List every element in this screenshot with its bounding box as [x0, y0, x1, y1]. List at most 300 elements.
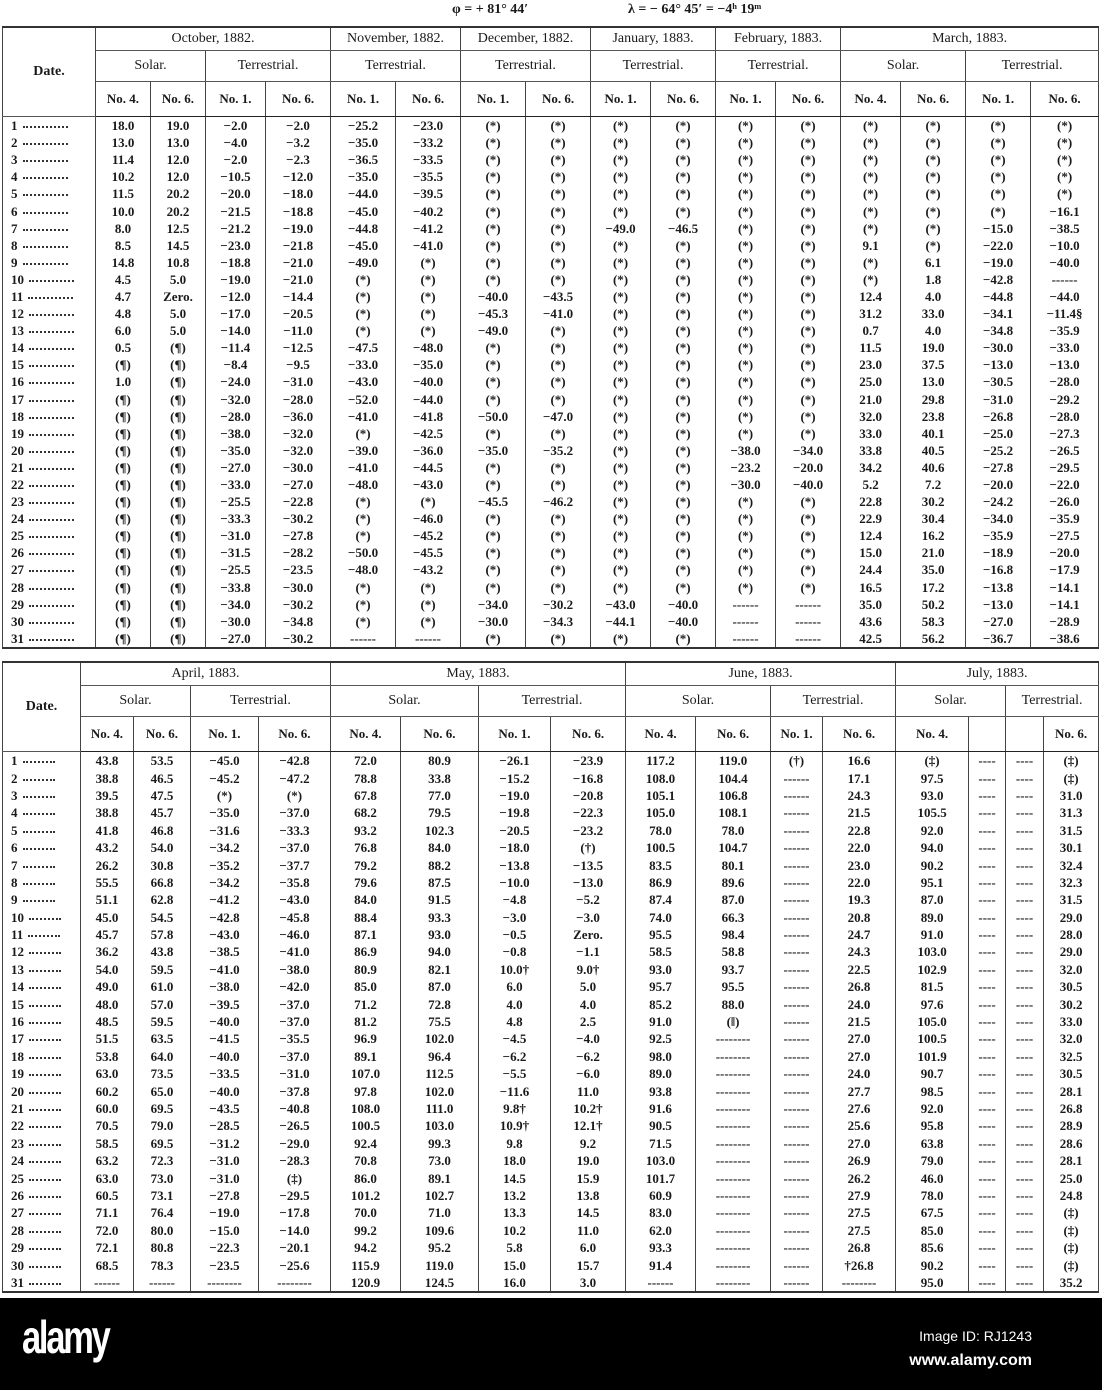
value-cell: −35.9 — [1031, 322, 1099, 339]
value-cell: 19.3 — [823, 891, 896, 908]
value-cell: ---- — [969, 1117, 1006, 1134]
date-cell — [3, 839, 81, 856]
value-cell: (*) — [461, 630, 526, 648]
value-cell: -------- — [259, 1274, 331, 1292]
instrument-header — [969, 717, 1006, 752]
value-cell: 48.0 — [81, 995, 134, 1012]
value-cell: ------ — [396, 630, 461, 648]
table-row — [3, 202, 1099, 219]
value-cell: (*) — [901, 168, 966, 185]
value-cell: ------ — [771, 926, 823, 943]
value-cell: -------- — [696, 1048, 771, 1065]
value-cell: (¶) — [96, 596, 151, 613]
value-cell: −41.2 — [191, 891, 259, 908]
value-cell: (*) — [966, 185, 1031, 202]
date-value: 19 — [11, 425, 24, 441]
value-cell: 56.2 — [901, 630, 966, 648]
value-cell: 17.1 — [823, 769, 896, 786]
value-cell: (*) — [396, 596, 461, 613]
group-header: Solar. — [841, 51, 966, 82]
value-cell: (*) — [901, 220, 966, 237]
value-cell: 23.8 — [901, 408, 966, 425]
value-cell: 4.8 — [96, 305, 151, 322]
value-cell: −45.8 — [259, 909, 331, 926]
value-cell: −33.5 — [191, 1065, 259, 1082]
value-cell: (*) — [526, 391, 591, 408]
value-cell: (*) — [776, 305, 841, 322]
date-value: 20 — [11, 442, 24, 458]
value-cell: 24.3 — [823, 787, 896, 804]
value-cell: ------ — [771, 1013, 823, 1030]
value-cell: (*) — [651, 322, 716, 339]
table-row — [3, 909, 1099, 926]
value-cell: 20.8 — [823, 909, 896, 926]
value-cell: ------ — [771, 822, 823, 839]
date-value: 24 — [11, 1153, 24, 1169]
value-cell: (¶) — [151, 339, 206, 356]
value-cell: −25.6 — [259, 1256, 331, 1273]
value-cell: ------ — [771, 995, 823, 1012]
value-cell: 37.5 — [901, 356, 966, 373]
value-cell: 111.0 — [401, 1100, 479, 1117]
value-cell: −37.0 — [259, 1013, 331, 1030]
value-cell: (*) — [461, 373, 526, 390]
value-cell: 43.8 — [81, 752, 134, 770]
dot-leader — [23, 813, 55, 815]
value-cell: (‡) — [1044, 752, 1099, 770]
value-cell: (*) — [966, 117, 1031, 135]
value-cell: −8.4 — [206, 356, 266, 373]
table-row — [3, 943, 1099, 960]
value-cell: (*) — [331, 425, 396, 442]
value-cell: (*) — [651, 476, 716, 493]
instrument-header — [1006, 717, 1044, 752]
value-cell: −19.0 — [266, 220, 331, 237]
instrument-header: No. 1. — [206, 82, 266, 117]
value-cell: (*) — [591, 476, 651, 493]
value-cell: (¶) — [151, 510, 206, 527]
date-value: 17 — [11, 1031, 24, 1047]
table-row — [3, 1030, 1099, 1047]
value-cell: 54.5 — [134, 909, 191, 926]
table-row — [3, 493, 1099, 510]
value-cell: −43.0 — [259, 891, 331, 908]
value-cell: 32.5 — [1044, 1048, 1099, 1065]
value-cell: 67.5 — [896, 1204, 969, 1221]
value-cell: −52.0 — [331, 391, 396, 408]
value-cell: ---- — [1006, 1100, 1044, 1117]
value-cell: ------ — [771, 769, 823, 786]
value-cell: ------ — [716, 613, 776, 630]
value-cell: 97.8 — [331, 1082, 401, 1099]
value-cell: (*) — [591, 305, 651, 322]
table-row — [3, 237, 1099, 254]
value-cell: −44.8 — [966, 288, 1031, 305]
value-cell: −44.1 — [591, 613, 651, 630]
value-cell: 80.1 — [696, 856, 771, 873]
instrument-header: No. 1. — [191, 717, 259, 752]
value-cell: 20.2 — [151, 202, 206, 219]
value-cell: 58.5 — [626, 943, 696, 960]
value-cell: −24.2 — [966, 493, 1031, 510]
value-cell: (¶) — [151, 425, 206, 442]
value-cell: (*) — [776, 356, 841, 373]
value-cell: 99.2 — [331, 1222, 401, 1239]
value-cell: (*) — [716, 425, 776, 442]
value-cell: 115.9 — [331, 1256, 401, 1273]
value-cell: 81.5 — [896, 978, 969, 995]
value-cell: 6.1 — [901, 254, 966, 271]
value-cell: 12.4 — [841, 288, 901, 305]
value-cell: −27.5 — [1031, 527, 1099, 544]
value-cell: (*) — [396, 254, 461, 271]
table-row — [3, 1117, 1099, 1134]
value-cell: 31.0 — [1044, 787, 1099, 804]
table-row — [3, 1274, 1099, 1292]
month-header: February, 1883. — [716, 27, 841, 51]
value-cell: †26.8 — [823, 1256, 896, 1273]
value-cell: ---- — [1006, 1152, 1044, 1169]
value-cell: ------ — [771, 839, 823, 856]
value-cell: (¶) — [96, 561, 151, 578]
value-cell: −44.5 — [396, 459, 461, 476]
instrument-header: No. 6. — [526, 82, 591, 117]
value-cell: 60.5 — [81, 1187, 134, 1204]
group-header: Solar. — [896, 686, 1006, 717]
value-cell: (*) — [591, 237, 651, 254]
value-cell: (†) — [551, 839, 626, 856]
value-cell: 10.0 — [96, 202, 151, 219]
value-cell: (*) — [776, 254, 841, 271]
value-cell: −40.8 — [259, 1100, 331, 1117]
value-cell: 92.0 — [896, 822, 969, 839]
value-cell: 92.4 — [331, 1135, 401, 1152]
month-header: March, 1883. — [841, 27, 1099, 51]
value-cell: (*) — [526, 202, 591, 219]
value-cell: 45.7 — [81, 926, 134, 943]
value-cell: 15.9 — [551, 1169, 626, 1186]
value-cell: ---- — [1006, 822, 1044, 839]
value-cell: (‡) — [896, 752, 969, 770]
value-cell: 7.2 — [901, 476, 966, 493]
value-cell: ------ — [716, 596, 776, 613]
value-cell: −27.0 — [966, 613, 1031, 630]
value-cell: −27.0 — [266, 476, 331, 493]
date-value: 6 — [11, 840, 18, 856]
table-row — [3, 1256, 1099, 1273]
group-header: Terrestrial. — [331, 51, 461, 82]
value-cell: 119.0 — [401, 1256, 479, 1273]
value-cell: −35.9 — [966, 527, 1031, 544]
date-value: 5 — [11, 186, 18, 202]
value-cell: -------- — [696, 1239, 771, 1256]
value-cell: −15.0 — [966, 220, 1031, 237]
date-cell — [3, 356, 96, 373]
value-cell: ---- — [969, 1274, 1006, 1292]
table-row — [3, 1135, 1099, 1152]
value-cell: 21.0 — [901, 544, 966, 561]
value-cell: 54.0 — [134, 839, 191, 856]
value-cell: (*) — [591, 202, 651, 219]
group-header: Terrestrial. — [591, 51, 716, 82]
value-cell: (*) — [259, 787, 331, 804]
value-cell: (*) — [776, 202, 841, 219]
value-cell: 60.0 — [81, 1100, 134, 1117]
dot-leader — [23, 779, 55, 781]
value-cell: −19.0 — [206, 271, 266, 288]
value-cell: −34.3 — [526, 613, 591, 630]
dot-leader — [23, 126, 68, 128]
value-cell: −41.5 — [191, 1030, 259, 1047]
value-cell: (*) — [651, 425, 716, 442]
value-cell: ---- — [1006, 804, 1044, 821]
value-cell: −20.8 — [551, 787, 626, 804]
value-cell: 15.7 — [551, 1256, 626, 1273]
dot-leader — [23, 761, 55, 763]
value-cell: −43.5 — [526, 288, 591, 305]
value-cell: −11.0 — [266, 322, 331, 339]
date-cell — [3, 561, 96, 578]
value-cell: −45.0 — [331, 202, 396, 219]
value-cell: 43.6 — [841, 613, 901, 630]
value-cell: 101.7 — [626, 1169, 696, 1186]
date-value: 12 — [11, 306, 24, 322]
value-cell: (*) — [776, 322, 841, 339]
value-cell: 33.8 — [401, 769, 479, 786]
value-cell: 103.0 — [896, 943, 969, 960]
value-cell: 64.0 — [134, 1048, 191, 1065]
value-cell: −40.0 — [461, 288, 526, 305]
value-cell: −20.0 — [1031, 544, 1099, 561]
table-row — [3, 1048, 1099, 1065]
value-cell: 32.4 — [1044, 856, 1099, 873]
value-cell: 93.0 — [626, 961, 696, 978]
value-cell: (*) — [526, 373, 591, 390]
date-cell — [3, 995, 81, 1012]
date-cell — [3, 527, 96, 544]
value-cell: ---- — [969, 839, 1006, 856]
value-cell: −18.8 — [206, 254, 266, 271]
value-cell: −38.0 — [191, 978, 259, 995]
date-cell — [3, 117, 96, 135]
date-value: 19 — [11, 1066, 24, 1082]
value-cell: 10.8 — [151, 254, 206, 271]
value-cell: −30.0 — [266, 579, 331, 596]
date-cell — [3, 943, 81, 960]
value-cell: −14.1 — [1031, 579, 1099, 596]
value-cell: (*) — [331, 322, 396, 339]
value-cell: 119.0 — [696, 752, 771, 770]
value-cell: 12.0 — [151, 151, 206, 168]
value-cell: (¶) — [151, 527, 206, 544]
value-cell: −13.8 — [479, 856, 551, 873]
value-cell: 89.1 — [331, 1048, 401, 1065]
value-cell: ------ — [776, 596, 841, 613]
date-cell — [3, 579, 96, 596]
date-value: 20 — [11, 1083, 24, 1099]
value-cell: −28.0 — [1031, 373, 1099, 390]
value-cell: (‡) — [1044, 769, 1099, 786]
instrument-header: No. 6. — [823, 717, 896, 752]
value-cell: -------- — [696, 1152, 771, 1169]
value-cell: ---- — [1006, 839, 1044, 856]
value-cell: (¶) — [151, 544, 206, 561]
value-cell: 53.5 — [134, 752, 191, 770]
value-cell: 68.2 — [331, 804, 401, 821]
value-cell: 26.9 — [823, 1152, 896, 1169]
value-cell: (‖) — [696, 1013, 771, 1030]
value-cell: −13.0 — [551, 874, 626, 891]
value-cell: (¶) — [96, 510, 151, 527]
value-cell: −30.5 — [966, 373, 1031, 390]
value-cell: 33.0 — [901, 305, 966, 322]
dot-leader — [29, 605, 74, 607]
dot-leader — [29, 1039, 61, 1041]
value-cell: 9.0† — [551, 961, 626, 978]
dot-leader — [29, 1005, 61, 1007]
value-cell: 108.0 — [626, 769, 696, 786]
value-cell: −29.5 — [259, 1187, 331, 1204]
value-cell: 100.5 — [896, 1030, 969, 1047]
date-value: 30 — [11, 1257, 24, 1273]
value-cell: −29.2 — [1031, 391, 1099, 408]
value-cell: 35.2 — [1044, 1274, 1099, 1292]
date-cell — [3, 271, 96, 288]
value-cell: −18.8 — [266, 202, 331, 219]
value-cell: ------ — [771, 1152, 823, 1169]
value-cell: (*) — [331, 493, 396, 510]
value-cell: ---- — [1006, 1256, 1044, 1273]
value-cell: (*) — [591, 425, 651, 442]
value-cell: −18.0 — [266, 185, 331, 202]
value-cell: 33.0 — [1044, 1013, 1099, 1030]
value-cell: 78.0 — [626, 822, 696, 839]
value-cell: −28.9 — [1031, 613, 1099, 630]
date-cell — [3, 787, 81, 804]
value-cell: ------ — [716, 630, 776, 648]
date-cell — [3, 822, 81, 839]
value-cell: −4.5 — [479, 1030, 551, 1047]
date-value: 1 — [11, 753, 18, 769]
table-row — [3, 1013, 1099, 1030]
value-cell: 79.0 — [134, 1117, 191, 1134]
value-cell: (*) — [716, 151, 776, 168]
value-cell: −31.0 — [966, 391, 1031, 408]
coordinates-line — [0, 2, 1102, 22]
value-cell: 102.3 — [401, 822, 479, 839]
value-cell: −33.8 — [206, 579, 266, 596]
table-row — [3, 305, 1099, 322]
value-cell: ---- — [969, 1152, 1006, 1169]
value-cell: (*) — [461, 425, 526, 442]
value-cell: 93.3 — [626, 1239, 696, 1256]
date-value: 28 — [11, 579, 24, 595]
value-cell: 39.5 — [81, 787, 134, 804]
value-cell: 11.4 — [96, 151, 151, 168]
value-cell: ---- — [969, 769, 1006, 786]
value-cell: ---- — [1006, 1065, 1044, 1082]
value-cell: −14.4 — [266, 288, 331, 305]
value-cell: 106.8 — [696, 787, 771, 804]
value-cell: (*) — [191, 787, 259, 804]
value-cell: (¶) — [96, 527, 151, 544]
value-cell: (*) — [841, 185, 901, 202]
value-cell: 80.9 — [401, 752, 479, 770]
table-row — [3, 891, 1099, 908]
date-value: 22 — [11, 1118, 24, 1134]
dot-leader — [29, 1179, 61, 1181]
value-cell: (*) — [526, 476, 591, 493]
value-cell: −20.0 — [776, 459, 841, 476]
value-cell: −32.0 — [266, 442, 331, 459]
value-cell: −6.2 — [479, 1048, 551, 1065]
date-cell — [3, 961, 81, 978]
value-cell: 46.5 — [134, 769, 191, 786]
date-cell — [3, 1048, 81, 1065]
dot-leader — [23, 866, 55, 868]
date-value: 29 — [11, 1240, 24, 1256]
value-cell: 28.0 — [1044, 926, 1099, 943]
table-row — [3, 1204, 1099, 1221]
value-cell: 93.0 — [896, 787, 969, 804]
value-cell: (*) — [396, 579, 461, 596]
value-cell: −49.0 — [461, 322, 526, 339]
value-cell: −30.0 — [206, 613, 266, 630]
date-value: 13 — [11, 961, 24, 977]
date-cell — [3, 909, 81, 926]
date-cell — [3, 1135, 81, 1152]
value-cell: 31.2 — [841, 305, 901, 322]
value-cell: −22.3 — [191, 1239, 259, 1256]
value-cell: −23.5 — [266, 561, 331, 578]
value-cell: −36.0 — [396, 442, 461, 459]
value-cell: −45.5 — [461, 493, 526, 510]
value-cell: (*) — [591, 630, 651, 648]
value-cell: (*) — [331, 271, 396, 288]
value-cell: ---- — [1006, 926, 1044, 943]
value-cell: −39.5 — [191, 995, 259, 1012]
value-cell: 32.3 — [1044, 874, 1099, 891]
value-cell: 24.7 — [823, 926, 896, 943]
value-cell: (*) — [396, 613, 461, 630]
value-cell: 12.1† — [551, 1117, 626, 1134]
date-value: 11 — [11, 927, 24, 943]
value-cell: −35.5 — [259, 1030, 331, 1047]
value-cell: −33.5 — [396, 151, 461, 168]
value-cell: (*) — [526, 220, 591, 237]
value-cell: 73.0 — [401, 1152, 479, 1169]
value-cell: 103.0 — [401, 1117, 479, 1134]
value-cell: 4.0 — [901, 322, 966, 339]
date-cell — [3, 288, 96, 305]
dot-leader — [23, 194, 68, 196]
date-value: 3 — [11, 152, 18, 168]
value-cell: ---- — [1006, 943, 1044, 960]
value-cell: ---- — [1006, 1135, 1044, 1152]
date-value: 8 — [11, 874, 18, 890]
dot-leader — [23, 212, 68, 214]
value-cell: −43.0 — [591, 596, 651, 613]
value-cell: 120.9 — [331, 1274, 401, 1292]
value-cell: −48.0 — [331, 561, 396, 578]
dot-leader — [23, 900, 55, 902]
value-cell: 102.9 — [896, 961, 969, 978]
value-cell: (*) — [526, 630, 591, 648]
value-cell: 6.0 — [479, 978, 551, 995]
value-cell: 13.0 — [151, 134, 206, 151]
value-cell: ------ — [1031, 271, 1099, 288]
value-cell: 22.0 — [823, 839, 896, 856]
